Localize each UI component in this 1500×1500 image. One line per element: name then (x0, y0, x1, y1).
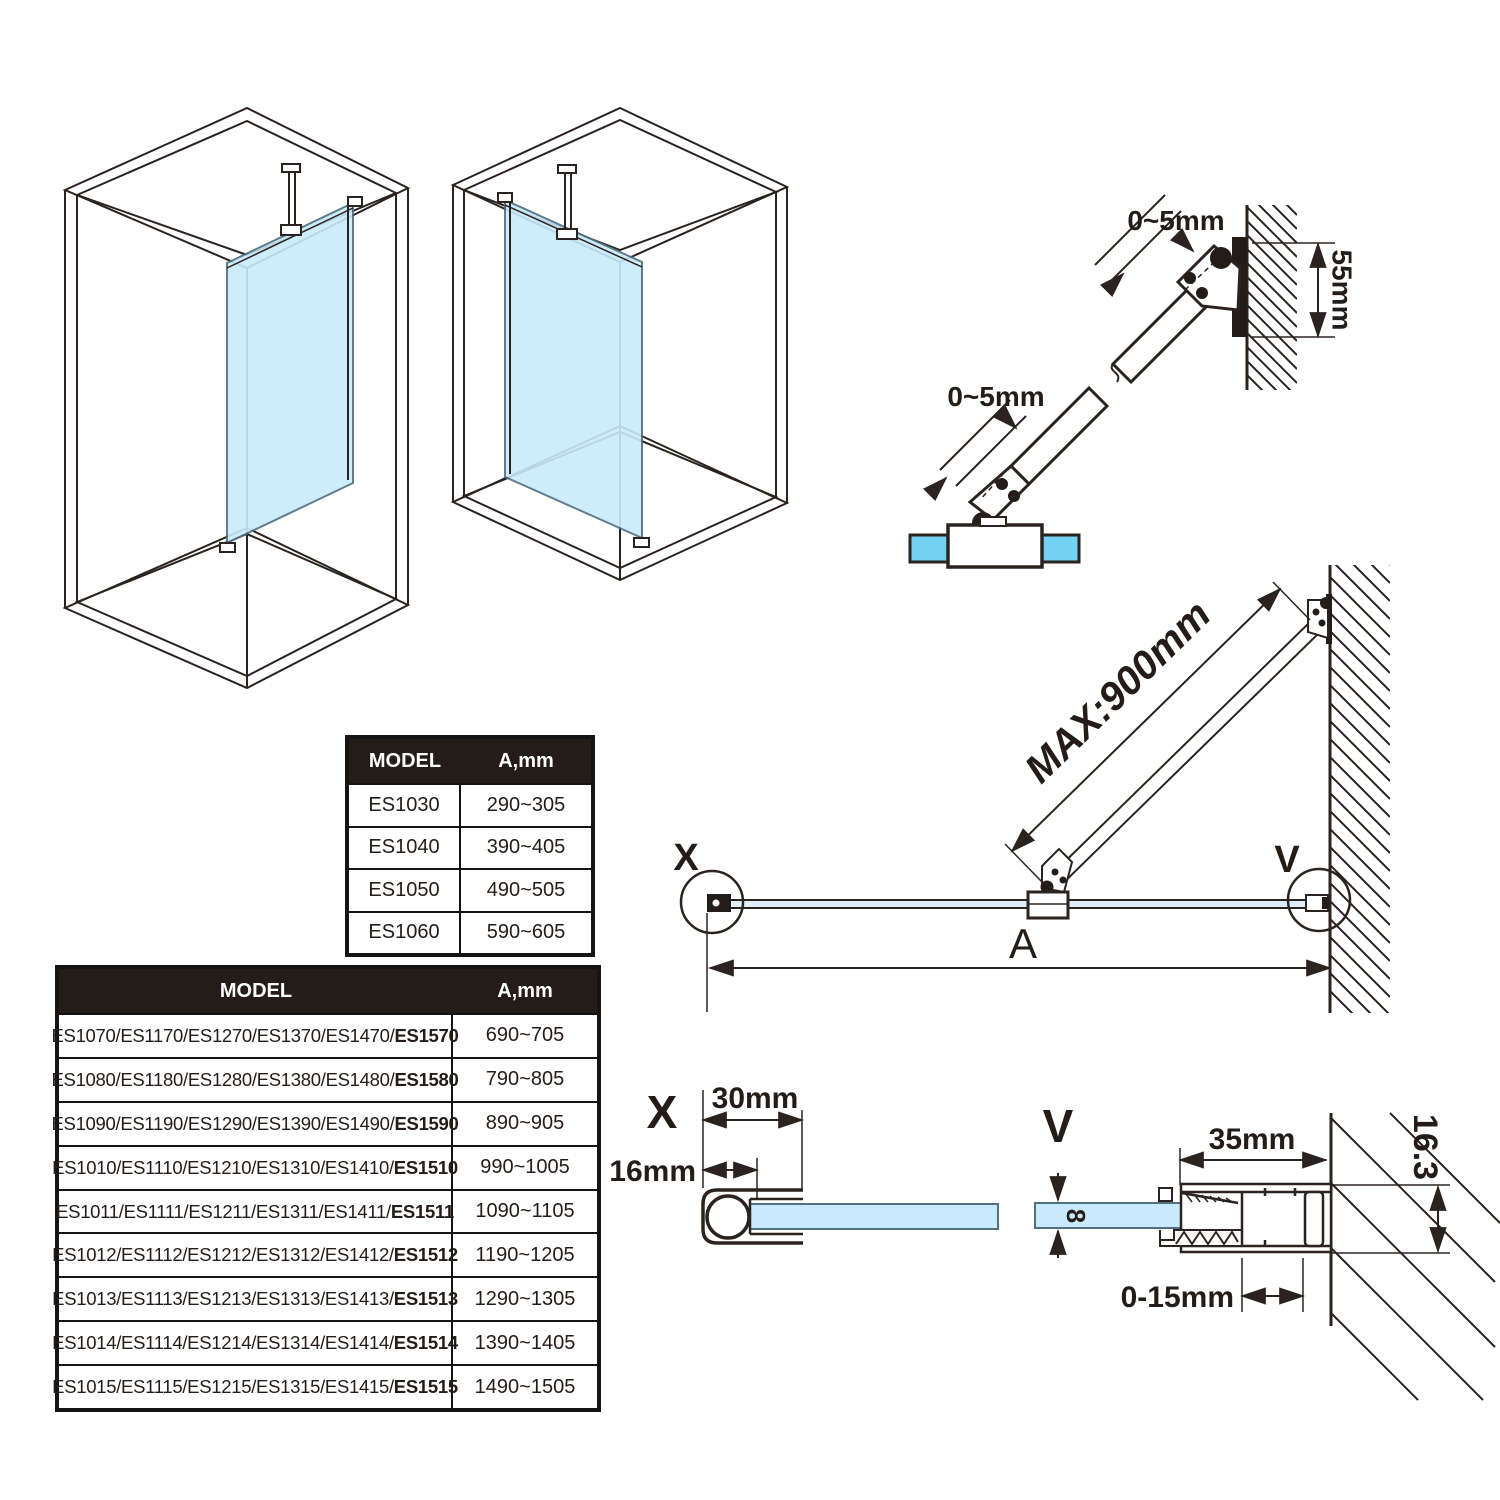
cell-a: 790~805 (485, 1068, 565, 1091)
iso-left-drawing (55, 75, 445, 725)
models-regular: ES1011/ES1111/ES1211/ES1311/ES1411/ (56, 1200, 391, 1222)
dim-163-label: 16.3 (1406, 1113, 1444, 1181)
cell-a: 990~1005 (480, 1156, 570, 1179)
cell-models (52, 1234, 458, 1276)
cell-model: ES1030 (349, 785, 461, 826)
dim-35mm (1180, 1123, 1326, 1185)
cell-a: 1390~1405 (474, 1331, 576, 1354)
table-row (51, 1013, 597, 1057)
gap-top-label: 0~5mm (1127, 205, 1225, 236)
dim-max900 (1005, 582, 1310, 882)
detail-v-label: V (1042, 1100, 1074, 1152)
clamp-tab (980, 517, 1006, 526)
bar-upper-segment (1113, 288, 1207, 382)
glass-center-clamp (1028, 892, 1068, 918)
table-row (52, 1145, 597, 1189)
dim-8 (1058, 1173, 1091, 1258)
detail-x-label: X (646, 1086, 678, 1138)
table-row (52, 1232, 597, 1276)
models-bold: ES1580 (394, 1068, 459, 1090)
cell-models (51, 1059, 459, 1101)
models-regular: ES1013/ES1113/ES1213/ES1313/ES1413/ (52, 1288, 394, 1310)
header-a-mm: A,mm (498, 749, 554, 772)
models-bold: ES1515 (393, 1376, 458, 1398)
table-header (349, 739, 591, 783)
gap-bottom-label: 0~5mm (947, 381, 1045, 412)
cell-model: ES1050 (349, 870, 461, 911)
models-bold: ES1570 (394, 1024, 459, 1046)
cell-models (52, 1278, 458, 1320)
glass-bar (750, 1204, 998, 1229)
table-row (56, 1189, 597, 1233)
cell-a: 1190~1205 (475, 1243, 575, 1266)
table-row (349, 783, 591, 826)
cell-model: ES1040 (349, 828, 461, 869)
models-bold: ES1514 (393, 1332, 458, 1354)
table-row (52, 1320, 597, 1364)
models-regular: ES1015/ES1115/ES1215/ES1315/ES1415/ (52, 1376, 394, 1398)
cell-a: 490~505 (486, 878, 566, 901)
wall-bracket-v-tab (1322, 897, 1329, 909)
plan-x-label: X (673, 837, 699, 879)
models-bold: ES1511 (390, 1200, 454, 1222)
models-bold: ES1512 (393, 1244, 458, 1266)
table-row (52, 1276, 597, 1320)
cell-a: 1090~1105 (475, 1200, 575, 1222)
profile-tube (707, 1196, 749, 1238)
floor-foot (220, 543, 235, 552)
table-row (349, 826, 591, 869)
models-regular: ES1014/ES1114/ES1214/ES1314/ES1414/ (52, 1332, 394, 1354)
models-bold: ES1590 (394, 1112, 459, 1134)
cell-a: 690~705 (485, 1024, 565, 1047)
models-regular: ES1070/ES1170/ES1270/ES1370/ES1470/ (51, 1024, 395, 1046)
detail-x-drawing (590, 1040, 1020, 1340)
plan-view-drawing (640, 540, 1460, 1040)
glass-panel (505, 200, 642, 538)
header-model: MODEL (219, 979, 293, 1002)
dim-30mm (703, 1082, 802, 1190)
table-row (51, 1101, 597, 1145)
dim-55mm-label: 55mm (1326, 249, 1358, 331)
dim-a (707, 913, 1330, 1012)
dim-015mm (1121, 1258, 1303, 1314)
cell-a: 890~905 (485, 1112, 565, 1135)
bar-wall-bracket (1308, 594, 1332, 644)
dim-a-label: A (1008, 920, 1038, 967)
models-bold: ES1513 (393, 1288, 458, 1310)
models-regular: ES1012/ES1112/ES1212/ES1312/ES1412/ (52, 1244, 394, 1266)
wall-hatch (1330, 505, 1390, 1051)
dim-16mm (609, 1155, 757, 1200)
table-row (349, 868, 591, 911)
cell-a: 390~405 (486, 836, 566, 859)
cell-a: 1490~1505 (474, 1375, 576, 1398)
cell-model: ES1060 (349, 913, 461, 954)
cell-a: 1290~1305 (474, 1287, 576, 1310)
header-a-mm: A,mm (497, 979, 553, 1002)
plan-v-label: V (1274, 839, 1300, 881)
end-cap-dot (713, 900, 720, 907)
cell-models (52, 1147, 458, 1189)
dim-8-label: 8 (1061, 1208, 1091, 1224)
profile-v (1159, 1184, 1331, 1252)
table-row (52, 1364, 597, 1408)
cell-models (51, 1015, 459, 1057)
dim-16mm-label: 16mm (609, 1155, 696, 1188)
glass-panel (227, 203, 353, 543)
cell-models (51, 1103, 459, 1145)
detail-v-drawing (1010, 1030, 1500, 1400)
dim-max900-label: MAX:900mm (1016, 592, 1220, 792)
cell-models (56, 1191, 454, 1233)
dim-35mm-label: 35mm (1208, 1123, 1296, 1156)
model-table-small (345, 735, 595, 957)
table-row (349, 911, 591, 954)
header-model: MODEL (368, 749, 442, 772)
models-regular: ES1080/ES1180/ES1280/ES1380/ES1480/ (51, 1068, 395, 1090)
cell-models (52, 1366, 458, 1408)
table-header (59, 969, 597, 1013)
model-table-big (51, 965, 601, 1412)
bar-glass-bracket (1041, 849, 1073, 894)
cell-a: 290~305 (486, 793, 566, 816)
table-row (51, 1057, 597, 1101)
models-regular: ES1010/ES1110/ES1210/ES1310/ES1410/ (52, 1156, 394, 1178)
models-regular: ES1090/ES1190/ES1290/ES1390/ES1490/ (51, 1112, 395, 1134)
wall-hatch (1247, 165, 1297, 425)
dim-30mm-label: 30mm (711, 1082, 799, 1115)
cell-a: 590~605 (486, 921, 566, 944)
cell-models (52, 1322, 458, 1364)
glass-plan (728, 900, 1312, 908)
dim-015mm-label: 0-15mm (1120, 1281, 1234, 1314)
models-bold: ES1510 (393, 1156, 458, 1178)
